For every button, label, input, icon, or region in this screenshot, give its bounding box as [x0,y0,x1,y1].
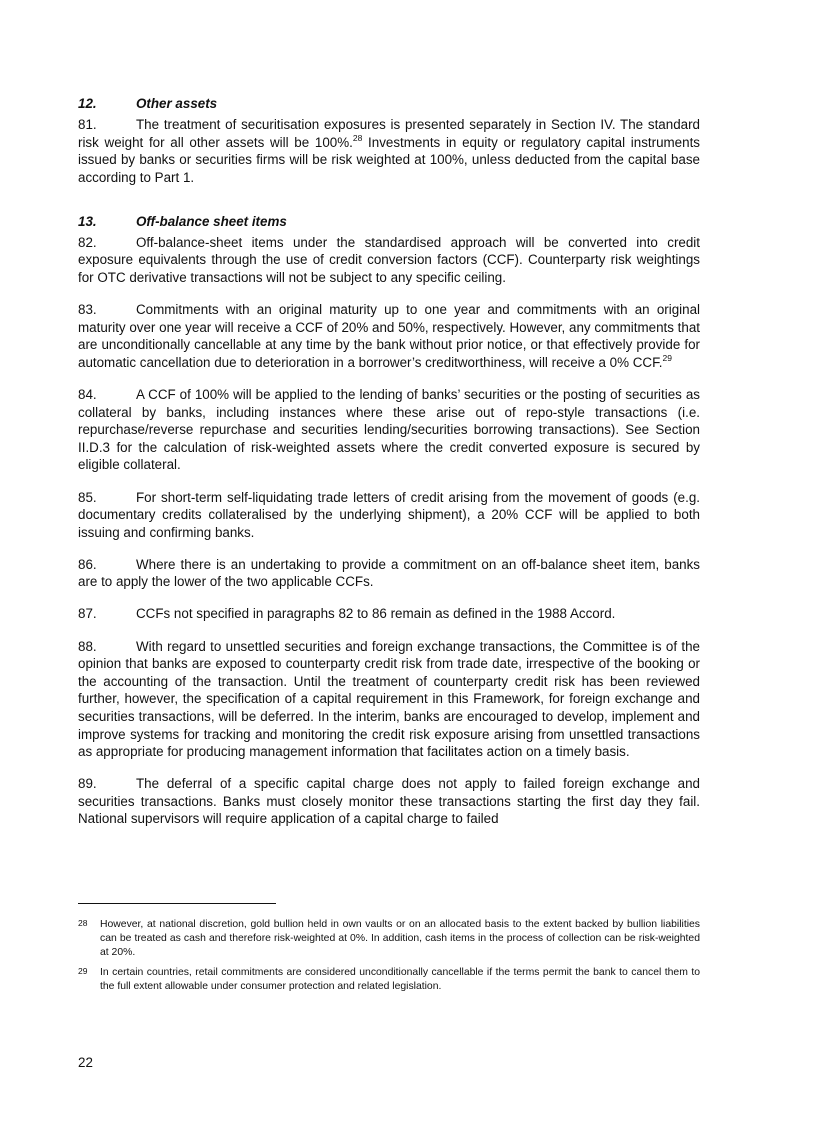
footnote-number: 28 [78,918,88,928]
paragraph-number: 87. [78,606,97,622]
paragraph-text: The deferral of a specific capital charge does not apply to failed foreign exchange and securities transactions. Banks must closely monitor these transactions starting the first day they fail. National supervisors will require application of a capital charge to failed [78,776,700,827]
section-heading-12 [78,95,700,113]
paragraph-text: Off-balance-sheet items under the standardised approach will be converted into credit exposure equivalents through the use of credit conversion factors (CCF). Counterparty risk weightings for OTC derivative transactions will not be subject to any specific ceiling. [78,234,700,286]
paragraph-84 [78,386,700,474]
paragraph-number: 89. [78,776,97,792]
paragraph-text-continued: Investments in equity or regulatory capital instruments issued by banks or securities firms will be risk weighted at 100%, unless deducted from the capital base according to Part 1. [78,134,700,185]
section-number: 12. [78,96,97,111]
section-heading-13 [78,213,700,231]
section-number: 13. [78,213,97,229]
paragraph-text: A CCF of 100% will be applied to the lending of banks’ securities or the posting of securities as collateral by banks, including instances where these arise out of repo-style transactions (i.e. repurchase/reverse repurchase and securities lending/securities borrowing transactions). See Section II.D.3 for the calculation of risk-weighted assets where the credit converted exposure is secured by eligible collateral. [78,387,700,473]
paragraph-85 [78,489,700,542]
paragraph-number: 86. [78,556,97,572]
paragraph-81 [78,116,700,186]
paragraph-88 [78,638,700,761]
paragraph-number: 84. [78,387,97,403]
paragraph-text: For short-term self-liquidating trade letters of credit arising from the movement of goods (e.g. documentary credits collateralised by the underlying shipment), a 20% CCF will be applied to both issuing and confirming banks. [78,489,700,540]
footnote-separator [78,903,276,904]
footnote-ref-29[interactable]: 29 [662,352,672,363]
paragraph-number: 82. [78,234,97,250]
page-number: 22 [78,1055,93,1070]
section-title: Off-balance sheet items [136,213,287,229]
paragraph-text: Commitments with an original maturity up to one year and commitments with an original maturity over one year will receive a CCF of 20% and 50%, respectively. However, any commitments that are unconditionally cancellable at any time by the bank without prior notice, or that effectively provide for automatic cancellation due to deterioration in a borrower’s creditworthiness, will receive a 0% CCF. [78,302,700,370]
section-title: Other assets [136,96,218,111]
paragraph-number: 83. [78,302,97,318]
paragraph-number: 88. [78,638,97,654]
paragraph-89 [78,775,700,828]
footnote-ref-28[interactable]: 28 [352,132,363,143]
footnote-number: 29 [78,965,88,976]
paragraph-text: The treatment of securitisation exposures is presented separately in Section IV. The standard risk weight for all other assets will be 100%. [78,117,700,150]
footnote-text: In certain countries, retail commitments are considered unconditionally cancellable if the terms permit the bank to cancel them to the full extent allowable under consumer protection and related legislation. [100,966,700,992]
paragraph-text: Where there is an undertaking to provide a commitment on an off-balance sheet item, banks are to apply the lower of the two applicable CCFs. [78,556,700,590]
footnote-29 [78,966,700,994]
paragraph-86 [78,556,700,591]
paragraph-82 [78,234,700,287]
paragraph-text: With regard to unsettled securities and foreign exchange transactions, the Committee is of the opinion that banks are exposed to counterparty credit risk from trade date, irrespective of the booking or the accounting of the transaction. Until the treatment of counterparty credit risk has been reviewed further, however, the specification of a capital requirement in this Framework, for foreign exchange and securities transactions, will be deferred. In the interim, banks are encouraged to develop, implement and improve systems for tracking and monitoring the credit risk exposure arising from unsettled transactions as appropriate for producing management information that facilitates action on a timely basis. [78,638,700,760]
footnote-28 [78,918,700,961]
paragraph-number: 85. [78,489,97,505]
paragraph-text: CCFs not specified in paragraphs 82 to 86 remain as defined in the 1988 Accord. [136,606,616,622]
paragraph-83 [78,301,700,371]
footnotes [78,918,700,999]
paragraph-87 [78,605,700,623]
paragraph-number: 81. [78,117,97,132]
document-body [78,95,700,843]
footnote-text: However, at national discretion, gold bullion held in own vaults or on an allocated basis to the extent backed by bullion liabilities can be treated as cash and therefore risk-weighted at 0%. In addition, cash items in the process of collection can be risk-weighted at 20%. [100,919,700,959]
